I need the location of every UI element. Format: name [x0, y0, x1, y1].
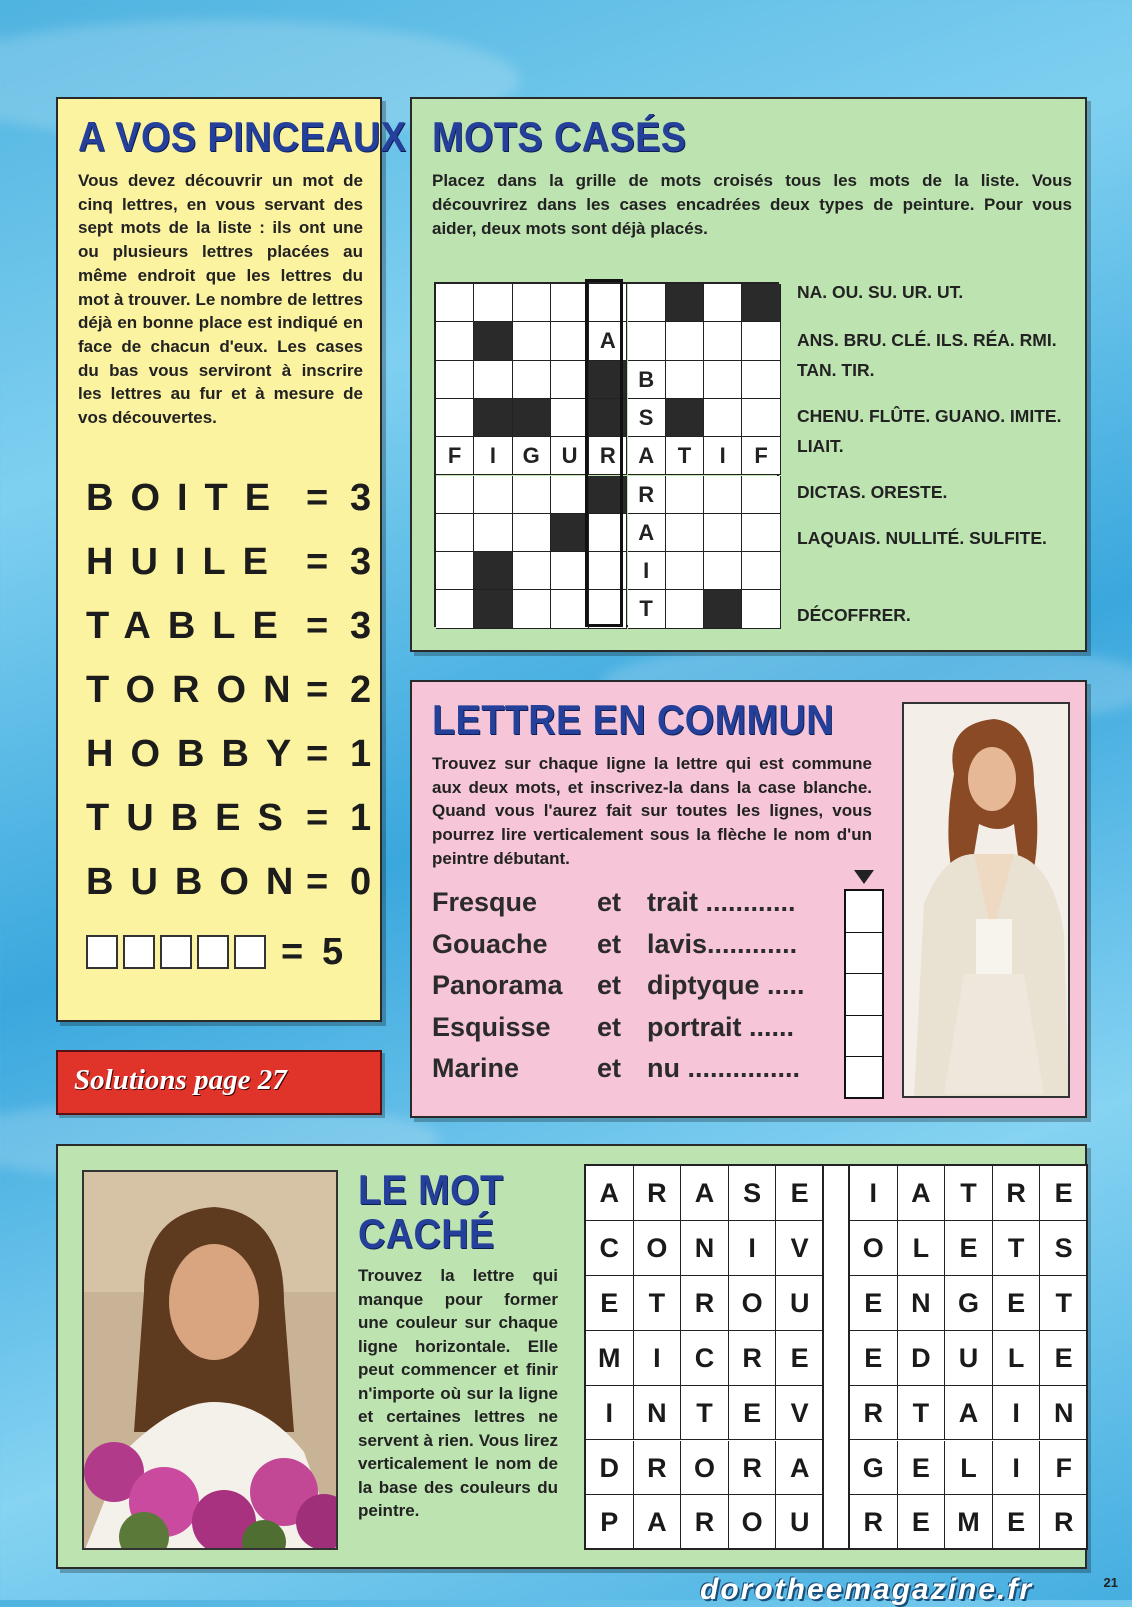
word-b: nu ...............	[647, 1053, 801, 1083]
pinceaux-title: A VOS PINCEAUX	[78, 113, 407, 160]
grid-cell[interactable]	[551, 590, 589, 628]
answer-eq: =	[281, 931, 304, 973]
equals-sign: =	[306, 605, 329, 647]
letter-cell: T	[634, 1276, 682, 1331]
gap-column	[824, 1164, 848, 1550]
grid-cell[interactable]	[704, 552, 742, 590]
word-b: diptyque .....	[647, 970, 805, 1000]
word: TUBES	[86, 797, 300, 839]
word: HOBBY	[86, 733, 309, 775]
grid-cell[interactable]	[589, 590, 627, 628]
word-a: Gouache	[432, 928, 548, 959]
crossword-grid	[434, 282, 779, 627]
grid-cell[interactable]: I	[704, 437, 742, 475]
answer-box[interactable]	[86, 935, 118, 969]
grid-cell[interactable]	[666, 590, 704, 628]
letter-cell: T	[681, 1386, 729, 1441]
grid-cell[interactable]	[551, 399, 589, 437]
letter-cell: D	[898, 1331, 946, 1386]
grid-cell[interactable]	[513, 514, 551, 552]
mot-cache-title-2: CACHÉ	[358, 1210, 495, 1257]
grid-cell[interactable]	[589, 514, 627, 552]
answer-cell[interactable]	[846, 1057, 882, 1099]
grid-cell[interactable]: S	[628, 399, 666, 437]
grid-cell[interactable]: G	[513, 437, 551, 475]
grid-cell	[666, 399, 704, 437]
grid-cell[interactable]	[742, 322, 780, 360]
grid-cell[interactable]	[628, 322, 666, 360]
grid-cell[interactable]	[474, 284, 512, 322]
letter-cell: T	[898, 1386, 946, 1441]
letter-cell: T	[993, 1221, 1041, 1276]
letter-cell: E	[898, 1441, 946, 1496]
page-number: 21	[1103, 1575, 1118, 1590]
grid-cell[interactable]	[436, 399, 474, 437]
lettre-row	[432, 970, 832, 1010]
count: 3	[350, 477, 372, 519]
letter-cell: C	[681, 1331, 729, 1386]
grid-cell	[666, 284, 704, 322]
letter-cell: R	[850, 1386, 898, 1441]
grid-cell[interactable]	[704, 399, 742, 437]
word-row	[86, 541, 406, 585]
letter-cell: R	[729, 1441, 777, 1496]
word-a: Esquisse	[432, 1011, 551, 1042]
answer-cell[interactable]	[846, 933, 882, 975]
grid-cell	[474, 552, 512, 590]
mot-cache-panel	[56, 1144, 1087, 1569]
letter-grid-right	[848, 1164, 1088, 1550]
letter-cell: E	[898, 1495, 946, 1550]
letter-cell: R	[634, 1166, 682, 1221]
letter-cell: S	[729, 1166, 777, 1221]
letter-cell: I	[993, 1441, 1041, 1496]
grid-cell	[513, 399, 551, 437]
letter-cell: V	[776, 1386, 824, 1441]
letter-cell: O	[850, 1221, 898, 1276]
grid-cell[interactable]	[436, 284, 474, 322]
grid-cell[interactable]	[742, 476, 780, 514]
word: BOITE	[86, 477, 288, 519]
letter-cell: L	[993, 1331, 1041, 1386]
letter-cell: A	[681, 1166, 729, 1221]
grid-cell[interactable]	[742, 399, 780, 437]
count: 3	[350, 541, 372, 583]
lettre-row	[432, 887, 832, 927]
footer-watermark: dorotheemagazine.fr	[700, 1573, 1034, 1606]
word-list-7: LAQUAIS. NULLITÉ. SULFITE.	[797, 528, 1047, 548]
letter-cell: O	[634, 1221, 682, 1276]
grid-cell[interactable]	[742, 514, 780, 552]
grid-cell[interactable]	[666, 514, 704, 552]
equals-sign: =	[306, 861, 329, 903]
word: TABLE	[86, 605, 295, 647]
grid-cell[interactable]: T	[628, 590, 666, 628]
letter-cell: R	[681, 1495, 729, 1550]
grid-cell[interactable]	[742, 590, 780, 628]
grid-cell[interactable]	[513, 476, 551, 514]
letter-cell: G	[850, 1441, 898, 1496]
grid-cell[interactable]: U	[551, 437, 589, 475]
grid-cell[interactable]	[666, 322, 704, 360]
equals-sign: =	[306, 669, 329, 711]
letter-cell: T	[1040, 1276, 1088, 1331]
connector: et	[597, 1053, 622, 1083]
mots-cases-panel	[410, 97, 1087, 652]
letter-cell: C	[586, 1221, 634, 1276]
word-list-9: DÉCOFFRER.	[797, 605, 911, 625]
lettre-row	[432, 929, 832, 969]
grid-cell[interactable]: F	[436, 437, 474, 475]
letter-cell: L	[945, 1441, 993, 1496]
answer-cell[interactable]	[846, 1016, 882, 1058]
letter-cell: S	[1040, 1221, 1088, 1276]
word-b: portrait ......	[647, 1011, 795, 1042]
answer-box[interactable]	[197, 935, 229, 969]
answer-cell[interactable]	[846, 891, 882, 933]
word-a: Fresque	[432, 887, 538, 917]
grid-cell[interactable]	[704, 284, 742, 322]
count: 0	[350, 861, 372, 903]
letter-cell: R	[634, 1441, 682, 1496]
letter-cell: R	[850, 1495, 898, 1550]
grid-cell	[589, 399, 627, 437]
letter-cell: U	[945, 1331, 993, 1386]
word-row	[86, 797, 406, 841]
letter-cell: O	[681, 1441, 729, 1496]
letter-cell: O	[729, 1276, 777, 1331]
connector: et	[597, 928, 622, 959]
letter-cell: I	[586, 1386, 634, 1441]
solutions-text: Solutions page 27	[74, 1064, 287, 1096]
mot-cache-title-1: LE MOT	[358, 1166, 504, 1213]
letter-cell: E	[850, 1276, 898, 1331]
grid-cell[interactable]	[589, 552, 627, 590]
word-row	[86, 605, 406, 649]
letter-cell: I	[850, 1166, 898, 1221]
grid-cell[interactable]	[589, 284, 627, 322]
equals-sign: =	[306, 797, 329, 839]
word: TORON	[86, 669, 308, 711]
grid-cell[interactable]	[474, 476, 512, 514]
word-a: Marine	[432, 1053, 520, 1083]
grid-cell	[474, 322, 512, 360]
letter-cell: E	[1040, 1331, 1088, 1386]
grid-cell	[589, 361, 627, 399]
letter-cell: E	[1040, 1166, 1088, 1221]
answer-cell[interactable]	[846, 974, 882, 1016]
grid-cell[interactable]	[666, 361, 704, 399]
letter-cell: R	[993, 1166, 1041, 1221]
answer-box[interactable]	[160, 935, 192, 969]
word-list-6: DICTAS. ORESTE.	[797, 482, 948, 502]
grid-cell[interactable]	[551, 322, 589, 360]
grid-cell[interactable]	[628, 284, 666, 322]
count: 3	[350, 605, 372, 647]
word-row	[86, 733, 406, 777]
connector: et	[597, 970, 622, 1000]
grid-cell[interactable]	[666, 552, 704, 590]
letter-cell: E	[993, 1276, 1041, 1331]
grid-cell[interactable]	[474, 361, 512, 399]
letter-cell: E	[776, 1166, 824, 1221]
grid-cell[interactable]	[513, 361, 551, 399]
grid-cell	[742, 284, 780, 322]
mots-cases-title: MOTS CASÉS	[432, 113, 687, 160]
letter-cell: N	[1040, 1386, 1088, 1441]
down-arrow-icon	[854, 870, 874, 884]
letter-cell: E	[850, 1331, 898, 1386]
letter-cell: M	[945, 1495, 993, 1550]
grid-cell[interactable]	[704, 476, 742, 514]
answer-box[interactable]	[234, 935, 266, 969]
letter-cell: A	[898, 1166, 946, 1221]
count: 1	[350, 733, 372, 775]
grid-cell[interactable]	[436, 514, 474, 552]
letter-cell: N	[681, 1221, 729, 1276]
letter-cell: I	[634, 1331, 682, 1386]
grid-cell	[474, 399, 512, 437]
letter-cell: D	[586, 1441, 634, 1496]
answer-count: 5	[322, 931, 344, 973]
answer-box[interactable]	[123, 935, 155, 969]
letter-cell: L	[898, 1221, 946, 1276]
grid-cell[interactable]: A	[589, 322, 627, 360]
letter-cell: N	[634, 1386, 682, 1441]
connector: et	[597, 887, 622, 917]
letter-cell: A	[634, 1495, 682, 1550]
connector: et	[597, 1011, 622, 1042]
word-row	[86, 669, 406, 713]
letter-cell: E	[993, 1495, 1041, 1550]
letter-cell: A	[945, 1386, 993, 1441]
grid-cell[interactable]: I	[628, 552, 666, 590]
grid-cell[interactable]: F	[742, 437, 780, 475]
grid-cell[interactable]: A	[628, 514, 666, 552]
word-list-3: ANS. BRU. CLÉ. ILS. RÉA. RMI. TAN. TIR.	[797, 330, 1057, 380]
grid-cell[interactable]	[436, 322, 474, 360]
grid-cell[interactable]	[704, 361, 742, 399]
grid-cell[interactable]	[742, 552, 780, 590]
letter-cell: R	[729, 1331, 777, 1386]
lettre-row	[432, 1012, 832, 1052]
pinceaux-panel	[56, 97, 407, 1022]
letter-cell: T	[945, 1166, 993, 1221]
grid-cell[interactable]	[742, 361, 780, 399]
grid-cell	[551, 514, 589, 552]
mots-cases-text: Placez dans la grille de mots croisés tous les mots de la liste. Vous découvrirez dans les cases encadrées deux types de peinture. Pour vous aider, deux mots sont déjà placés.	[432, 171, 1072, 238]
word-row	[86, 861, 406, 905]
woman-flowers-photo	[82, 1170, 338, 1550]
letter-cell: E	[586, 1276, 634, 1331]
grid-cell[interactable]	[666, 476, 704, 514]
letter-cell: E	[729, 1386, 777, 1441]
grid-cell[interactable]	[513, 590, 551, 628]
answer-row	[86, 931, 406, 975]
grid-cell[interactable]	[513, 552, 551, 590]
letter-cell: V	[776, 1221, 824, 1276]
lettre-row	[432, 1053, 832, 1093]
letter-cell: P	[586, 1495, 634, 1550]
grid-cell[interactable]: A	[628, 437, 666, 475]
mot-cache-text: Trouvez la lettre qui manque pour former une couleur sur chaque ligne horizontale. Elle peut commencer et finir n'importe où sur la ligne et certaines lettres ne servent à rien. Vous lirez verticalement le nom de la base des couleurs du peintre.	[358, 1266, 558, 1520]
solutions-banner	[56, 1050, 382, 1115]
letter-cell: A	[586, 1166, 634, 1221]
pinceaux-text: Vous devez découvrir un mot de cinq lettres, en vous servant des sept mots de la liste : ils ont une ou plusieurs lettres placées au même endroit que les lettres du mot à trouver. Le nombre de lettres déjà en bonne place est indiqué en face de chacun d'eux. Les cases du bas vous serviront à inscrire les lettres au fur et à mesure de vos découvertes.	[78, 171, 363, 428]
grid-cell[interactable]: R	[589, 437, 627, 475]
word-a: Panorama	[432, 970, 563, 1000]
letter-cell: O	[729, 1495, 777, 1550]
equals-sign: =	[306, 477, 329, 519]
word-list-2: NA. OU. SU. UR. UT.	[797, 282, 964, 302]
letter-cell: U	[776, 1495, 824, 1550]
lettre-title: LETTRE EN COMMUN	[432, 696, 834, 743]
grid-cell[interactable]	[551, 552, 589, 590]
letter-grid-left	[584, 1164, 824, 1550]
woman-photo	[902, 702, 1070, 1098]
grid-cell[interactable]	[551, 476, 589, 514]
letter-cell: M	[586, 1331, 634, 1386]
word-b: trait ............	[647, 887, 796, 917]
letter-cell: U	[776, 1276, 824, 1331]
lettre-answer-column	[844, 889, 884, 1099]
equals-sign: =	[306, 733, 329, 775]
grid-cell[interactable]	[704, 322, 742, 360]
count: 2	[350, 669, 372, 711]
word: HUILE	[86, 541, 285, 583]
letter-cell: E	[945, 1221, 993, 1276]
grid-cell[interactable]	[513, 322, 551, 360]
letter-cell: A	[776, 1441, 824, 1496]
word-row	[86, 477, 406, 521]
grid-cell[interactable]	[436, 361, 474, 399]
lettre-text: Trouvez sur chaque ligne la lettre qui est commune aux deux mots, et inscrivez-la dans la case blanche. Quand vous l'aurez fait sur toutes les lignes, vous pourrez lire verticalement sous la flèche le nom d'un peintre débutant.	[432, 754, 872, 868]
grid-cell	[589, 476, 627, 514]
word: BUBON	[86, 861, 311, 903]
grid-cell	[704, 590, 742, 628]
grid-cell[interactable]	[551, 361, 589, 399]
mot-cache-title	[358, 1168, 503, 1256]
word-b: lavis............	[647, 928, 798, 959]
word-list-5: CHENU. FLÛTE. GUANO. IMITE. LIAIT.	[797, 406, 1062, 456]
letter-cell: N	[898, 1276, 946, 1331]
grid-cell[interactable]	[436, 476, 474, 514]
grid-cell[interactable]: T	[666, 437, 704, 475]
grid-cell[interactable]	[436, 552, 474, 590]
grid-cell[interactable]: I	[474, 437, 512, 475]
letter-cell: F	[1040, 1441, 1088, 1496]
grid-cell[interactable]: R	[628, 476, 666, 514]
grid-cell[interactable]	[551, 284, 589, 322]
equals-sign: =	[306, 541, 329, 583]
grid-cell[interactable]	[436, 590, 474, 628]
lettre-panel	[410, 680, 1087, 1118]
letter-cell: I	[729, 1221, 777, 1276]
grid-cell[interactable]	[474, 514, 512, 552]
grid-cell	[474, 590, 512, 628]
letter-cell: E	[776, 1331, 824, 1386]
letter-cell: I	[993, 1386, 1041, 1441]
grid-cell[interactable]	[513, 284, 551, 322]
letter-cell: G	[945, 1276, 993, 1331]
letter-cell: R	[681, 1276, 729, 1331]
letter-cell: R	[1040, 1495, 1088, 1550]
grid-cell[interactable]	[704, 514, 742, 552]
grid-cell[interactable]: B	[628, 361, 666, 399]
count: 1	[350, 797, 372, 839]
